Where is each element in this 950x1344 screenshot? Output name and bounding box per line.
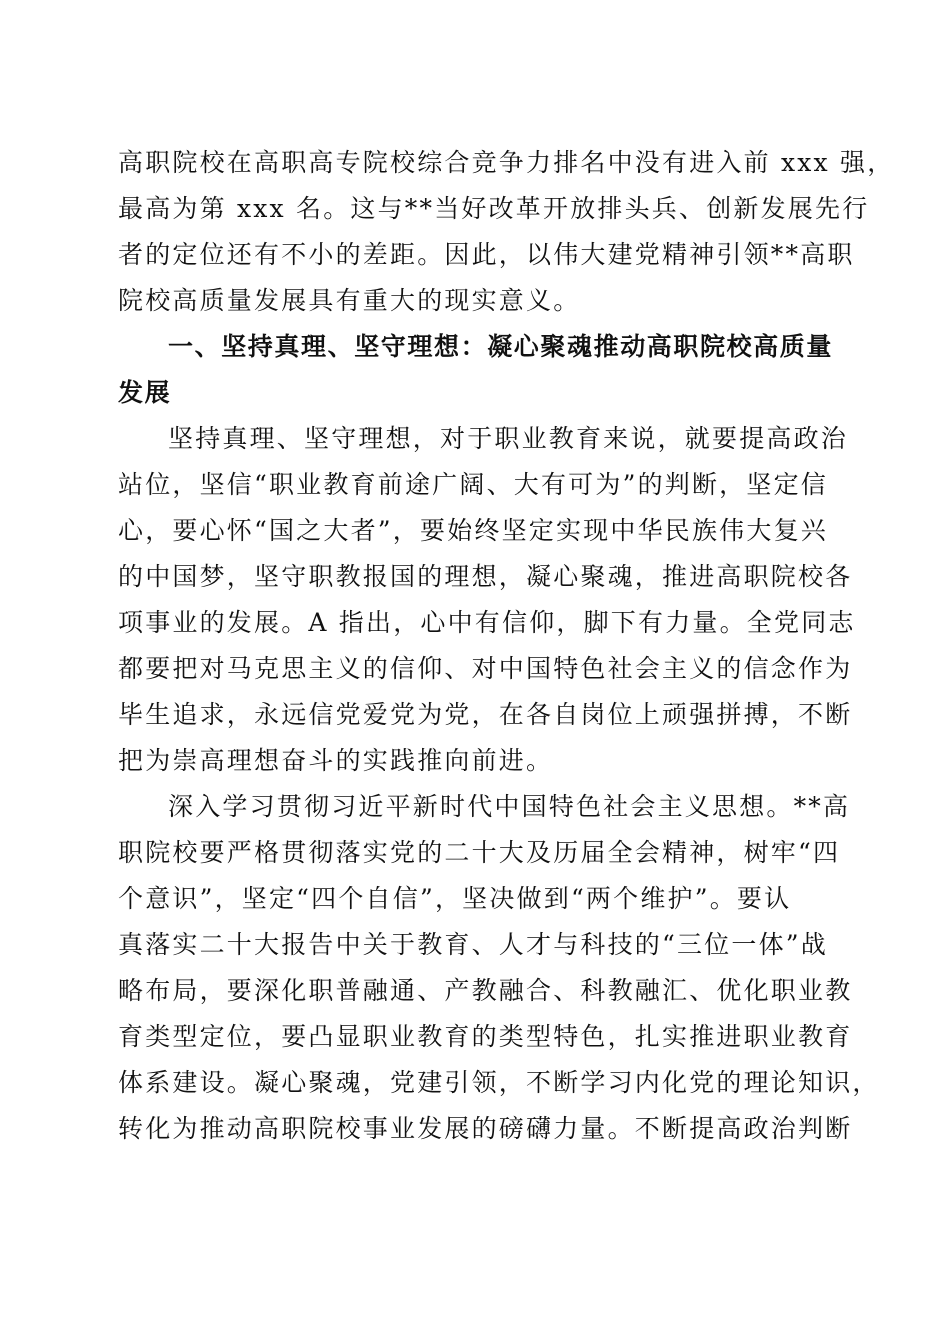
intro-line-2: 最高为第 xxx 名。这与**当好改革开放排头兵、创新发展先行 bbox=[118, 194, 870, 223]
intro-line-3: 者的定位还有不小的差距。因此，以伟大建党精神引领**高职 bbox=[118, 240, 855, 269]
paragraph-1-line-3: 心，要心怀“国之大者”，要始终坚定实现中华民族伟大复兴 bbox=[118, 516, 828, 545]
paragraph-1-line-1: 坚持真理、坚守理想，对于职业教育来说，就要提高政治 bbox=[168, 424, 849, 453]
paragraph-1-line-5: 项事业的发展。A 指出，心中有信仰，脚下有力量。全党同志 bbox=[118, 608, 856, 637]
paragraph-1-line-7: 毕生追求，永远信党爱党为党，在各自岗位上顽强拼搏，不断 bbox=[118, 700, 853, 729]
paragraph-2-line-1: 深入学习贯彻习近平新时代中国特色社会主义思想。**高 bbox=[168, 792, 851, 821]
paragraph-2-line-3: 个意识”，坚定“四个自信”，坚决做到“两个维护”。要认 bbox=[118, 884, 792, 913]
section-heading-line-1: 一、坚持真理、坚守理想：凝心聚魂推动高职院校高质量 bbox=[168, 332, 834, 361]
paragraph-2-line-7: 体系建设。凝心聚魂，党建引领，不断学习内化党的理论知识， bbox=[118, 1068, 880, 1097]
paragraph-2-line-2: 职院校要严格贯彻落实党的二十大及历届全会精神，树牢“四 bbox=[118, 838, 841, 867]
paragraph-2-line-8: 转化为推动高职院校事业发展的磅礴力量。不断提高政治判断 bbox=[118, 1114, 853, 1143]
paragraph-2-line-4: 真落实二十大报告中关于教育、人才与科技的“三位一体”战 bbox=[118, 930, 828, 959]
paragraph-1-line-8: 把为崇高理想奋斗的实践推向前进。 bbox=[118, 746, 554, 775]
section-heading-line-2: 发展 bbox=[118, 378, 172, 407]
paragraph-1-line-2: 站位，坚信“职业教育前途广阔、大有可为”的判断，坚定信 bbox=[118, 470, 828, 499]
paragraph-2-line-6: 育类型定位，要凸显职业教育的类型特色，扎实推进职业教育 bbox=[118, 1022, 853, 1051]
intro-line-4: 院校高质量发展具有重大的现实意义。 bbox=[118, 286, 581, 315]
paragraph-1-line-4: 的中国梦，坚守职教报国的理想，凝心聚魂，推进高职院校各 bbox=[118, 562, 853, 591]
paragraph-2-line-5: 略布局，要深化职普融通、产教融合、科教融汇、优化职业教 bbox=[118, 976, 853, 1005]
intro-line-1: 高职院校在高职高专院校综合竞争力排名中没有进入前 xxx 强， bbox=[118, 148, 895, 177]
paragraph-1-line-6: 都要把对马克思主义的信仰、对中国特色社会主义的信念作为 bbox=[118, 654, 853, 683]
